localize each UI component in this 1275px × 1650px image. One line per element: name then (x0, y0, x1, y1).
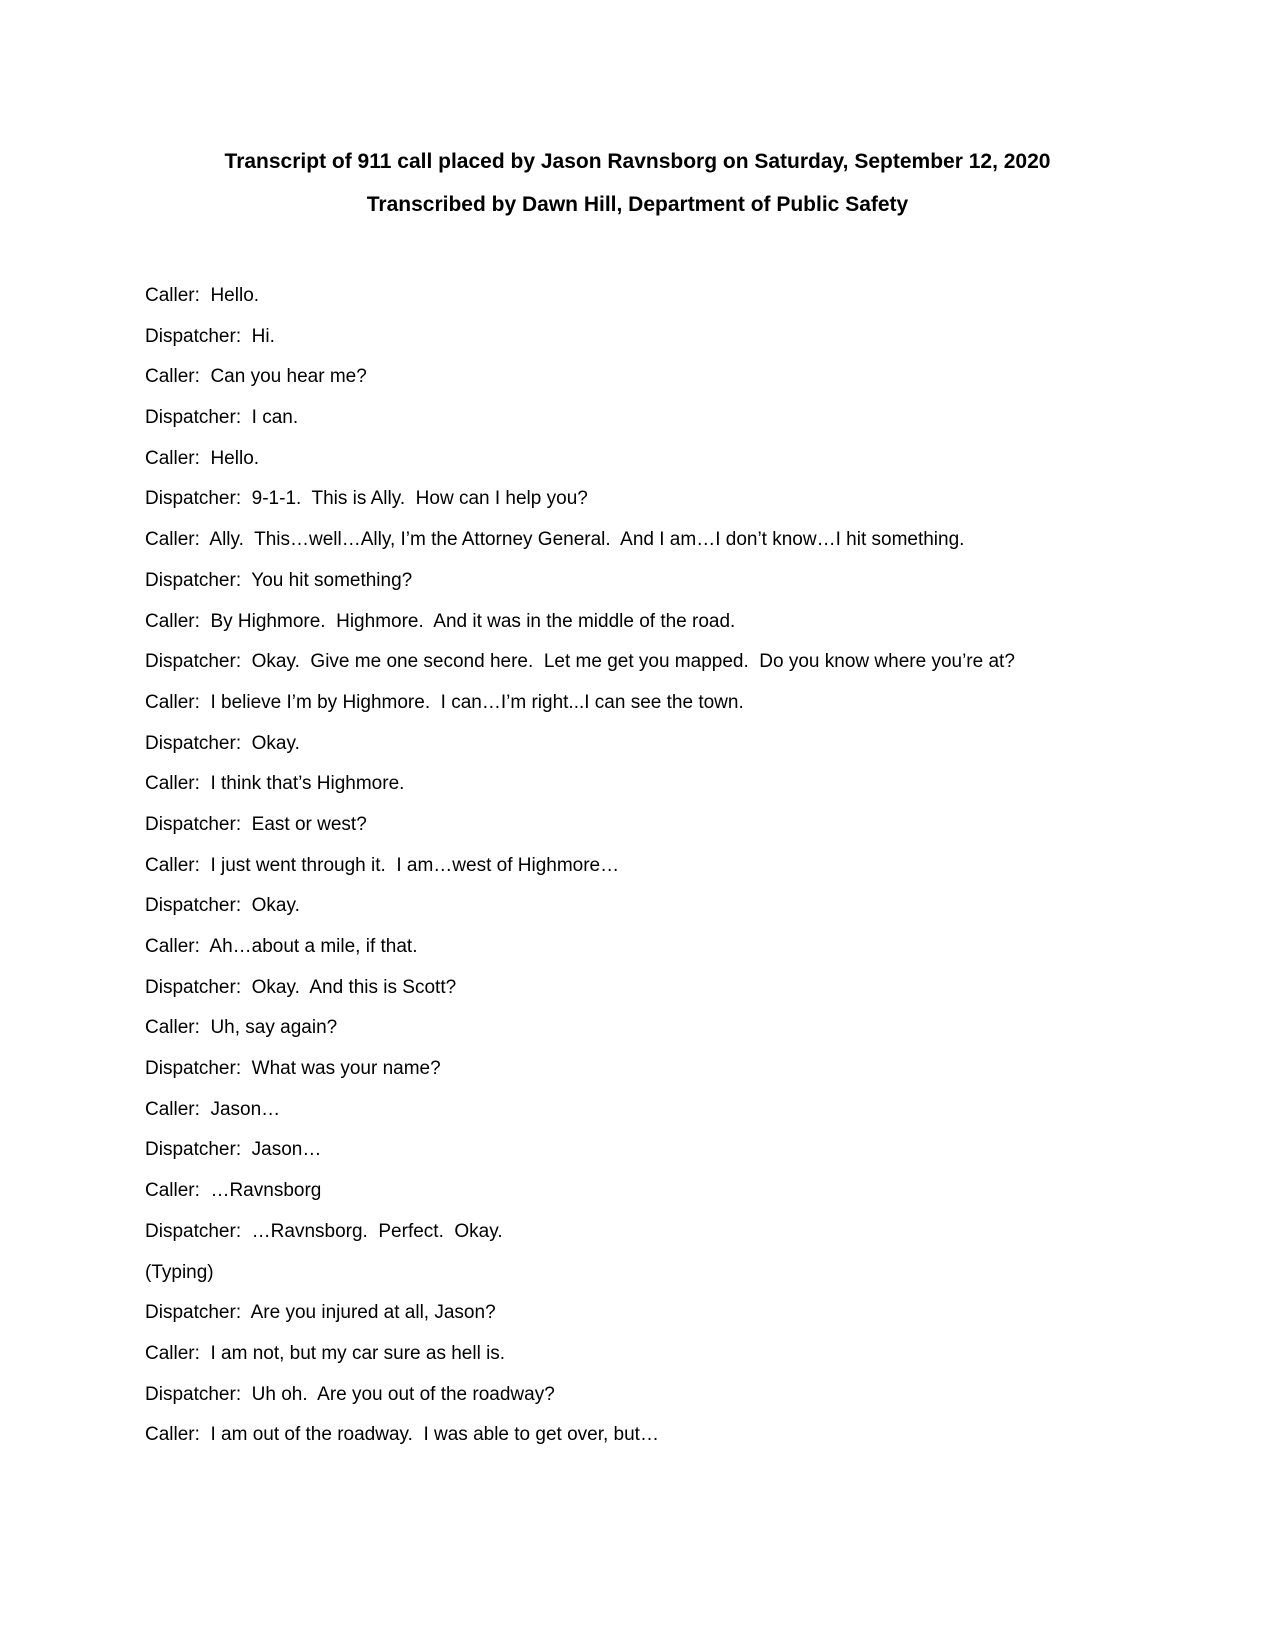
transcript-line: Caller: Can you hear me? (145, 366, 367, 388)
transcript-line: Caller: I just went through it. I am…west of Highmore… (145, 854, 620, 876)
transcript-line: Caller: I think that’s Highmore. (145, 773, 405, 795)
transcript-line: Dispatcher: I can. (145, 407, 299, 429)
transcript-line: Dispatcher: Are you injured at all, Jason? (145, 1302, 496, 1324)
document-title: Transcript of 911 call placed by Jason Ravnsborg on Saturday, September 12, 2020 (224, 150, 1051, 173)
transcript-line: Dispatcher: East or west? (145, 813, 367, 835)
transcript-line: Dispatcher: Okay. And this is Scott? (145, 976, 457, 998)
transcript-line: Dispatcher: Hi. (145, 325, 275, 347)
transcript-line: Dispatcher: 9-1-1. This is Ally. How can I help you? (145, 488, 588, 510)
transcript-line: Dispatcher: You hit something? (145, 569, 413, 591)
transcript-line: Caller: Ally. This…well…Ally, I’m the Attorney General. And I am…I don’t know…I hit something. (145, 529, 965, 551)
document-subtitle: Transcribed by Dawn Hill, Department of Public Safety (366, 193, 909, 216)
transcript-line: Caller: Hello. (145, 285, 260, 306)
transcript (145, 276, 1165, 1456)
transcript-line: Caller: Jason… (145, 1098, 281, 1120)
transcript-line: Caller: Uh, say again? (145, 1017, 338, 1039)
transcript-line: Dispatcher: Okay. Give me one second here. Let me get you mapped. Do you know where you’re at? (145, 651, 1015, 673)
transcript-line: Dispatcher: Okay. (145, 732, 300, 754)
transcript-line: Dispatcher: Okay. (145, 895, 300, 917)
transcript-line: Dispatcher: Uh oh. Are you out of the roadway? (145, 1383, 555, 1405)
transcript-line: Dispatcher: What was your name? (145, 1058, 441, 1080)
title-block (150, 140, 1125, 226)
transcript-line: Caller: …Ravnsborg (145, 1180, 322, 1202)
transcript-line: (Typing) (145, 1261, 214, 1283)
transcript-line: Caller: I am not, but my car sure as hell is. (145, 1342, 506, 1364)
transcript-line: Caller: Ah…about a mile, if that. (145, 936, 418, 957)
transcript-line: Caller: Hello. (145, 447, 260, 469)
transcript-line: Caller: I believe I’m by Highmore. I can…I’m right...I can see the town. (145, 691, 744, 713)
transcript-line: Caller: By Highmore. Highmore. And it was in the middle of the road. (145, 610, 736, 632)
transcript-line: Dispatcher: Jason… (145, 1139, 322, 1161)
transcript-line: Dispatcher: …Ravnsborg. Perfect. Okay. (145, 1220, 503, 1242)
transcript-line: Caller: I am out of the roadway. I was able to get over, but… (145, 1424, 659, 1446)
